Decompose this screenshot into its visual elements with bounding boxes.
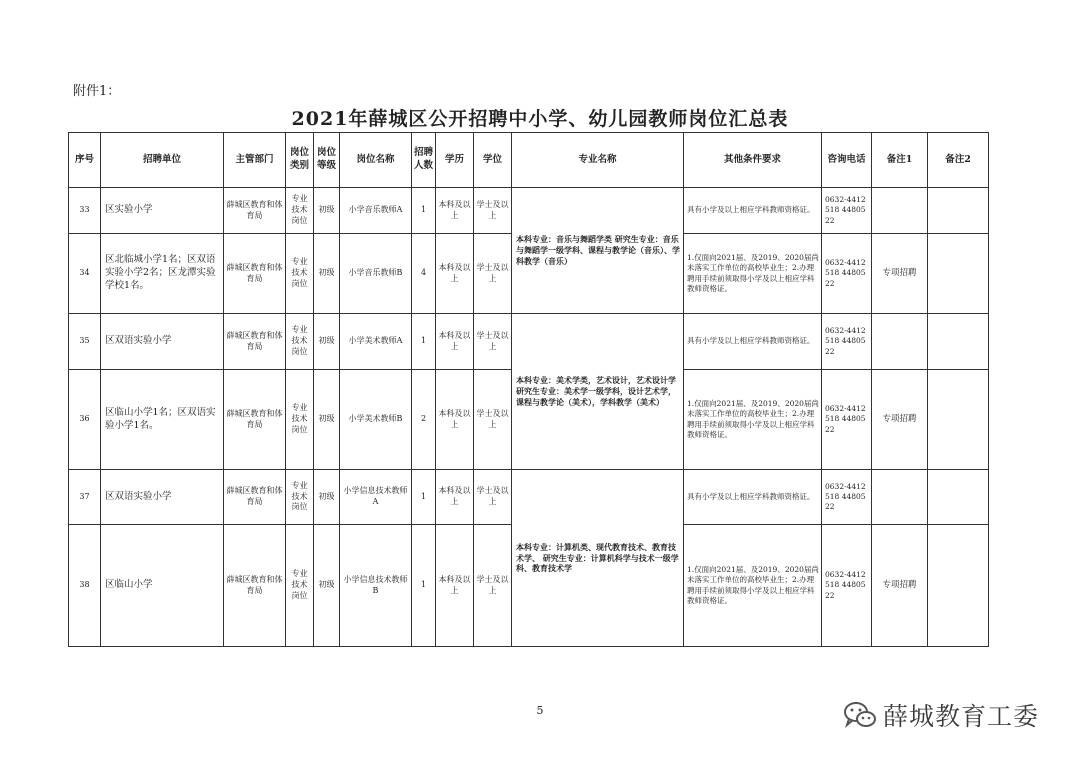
row-note1: [872, 470, 928, 525]
row-dept: 薛城区教育和体育局: [224, 370, 286, 470]
row-category: 专业技术岗位: [286, 188, 314, 234]
row-no: 33: [69, 188, 101, 234]
table-row: [69, 188, 989, 234]
table-row: [69, 314, 989, 370]
row-condition: 1.仅面向2021届、及2019、2020届尚未落实工作单位的高校毕业生；2.办理聘用手续前须取得小学及以上相应学科教师资格证。: [684, 525, 822, 647]
row-post: 小学美术教师B: [340, 370, 412, 470]
row-category: 专业技术岗位: [286, 234, 314, 314]
row-note1: 专项招聘: [872, 525, 928, 647]
row-count: 4: [412, 234, 436, 314]
row-edu: 本科及以上: [436, 525, 474, 647]
row-edu: 本科及以上: [436, 234, 474, 314]
row-dept: 薛城区教育和体育局: [224, 234, 286, 314]
row-post: 小学音乐教师A: [340, 188, 412, 234]
header-level: 岗位等级: [314, 133, 340, 188]
row-count: 1: [412, 188, 436, 234]
row-unit: 区双语实验小学: [101, 470, 224, 525]
row-note2: [928, 525, 989, 647]
row-phone: 0632-4412518 4480522: [822, 370, 872, 470]
header-edu: 学历: [436, 133, 474, 188]
row-post: 小学美术教师A: [340, 314, 412, 370]
document-title: 2021年薛城区公开招聘中小学、幼儿园教师岗位汇总表: [291, 108, 789, 130]
header-note1: 备注1: [872, 133, 928, 188]
row-edu: 本科及以上: [436, 314, 474, 370]
row-unit: 区双语实验小学: [101, 314, 224, 370]
header-unit: 招聘单位: [101, 133, 224, 188]
row-phone: 0632-4412518 4480522: [822, 470, 872, 525]
row-dept: 薛城区教育和体育局: [224, 188, 286, 234]
row-category: 专业技术岗位: [286, 370, 314, 470]
row-condition: 1.仅面向2021届、及2019、2020届尚未落实工作单位的高校毕业生；2.办理聘用手续前须取得小学及以上相应学科教师资格证。: [684, 234, 822, 314]
row-dept: 薛城区教育和体育局: [224, 314, 286, 370]
watermark-text: 薛城教育工委: [883, 702, 1040, 731]
row-degree: 学士及以上: [474, 234, 512, 314]
recruitment-table: [68, 132, 989, 647]
row-condition: 具有小学及以上相应学科教师资格证。: [684, 470, 822, 525]
row-post: 小学信息技术教师A: [340, 470, 412, 525]
row-level: 初级: [314, 370, 340, 470]
row-category: 专业技术岗位: [286, 314, 314, 370]
row-phone: 0632-4412518 4480522: [822, 234, 872, 314]
row-note1: 专项招聘: [872, 370, 928, 470]
header-count: 招聘人数: [412, 133, 436, 188]
row-edu: 本科及以上: [436, 370, 474, 470]
row-dept: 薛城区教育和体育局: [224, 525, 286, 647]
row-note1: [872, 314, 928, 370]
row-level: 初级: [314, 314, 340, 370]
row-major: 本科专业：计算机类、现代教育技术、教育技术学、 研究生专业：计算机科学与技术一级学科、教育技术学: [512, 470, 684, 647]
row-note2: [928, 234, 989, 314]
row-degree: 学士及以上: [474, 470, 512, 525]
row-edu: 本科及以上: [436, 188, 474, 234]
header-major: 专业名称: [512, 133, 684, 188]
page-number: 5: [536, 704, 544, 717]
header-condition: 其他条件要求: [684, 133, 822, 188]
row-level: 初级: [314, 234, 340, 314]
row-level: 初级: [314, 470, 340, 525]
row-major: 本科专业：美术学类，艺术设计，艺术设计学 研究生专业：美术学一级学科，设计艺术学，课程与教学论（美术），学科教学（美术）: [512, 314, 684, 470]
row-note2: [928, 314, 989, 370]
row-count: 2: [412, 370, 436, 470]
row-no: 34: [69, 234, 101, 314]
row-degree: 学士及以上: [474, 314, 512, 370]
row-note2: [928, 370, 989, 470]
row-degree: 学士及以上: [474, 370, 512, 470]
row-phone: 0632-4412518 4480522: [822, 314, 872, 370]
row-count: 1: [412, 314, 436, 370]
watermark: [843, 697, 1039, 733]
header-category: 岗位类别: [286, 133, 314, 188]
row-unit: 区临山小学1名；区双语实验小学1名。: [101, 370, 224, 470]
row-note1: 专项招聘: [872, 234, 928, 314]
header-phone: 咨询电话: [822, 133, 872, 188]
row-level: 初级: [314, 188, 340, 234]
row-level: 初级: [314, 525, 340, 647]
row-note2: [928, 470, 989, 525]
row-degree: 学士及以上: [474, 188, 512, 234]
header-post: 岗位名称: [340, 133, 412, 188]
header-degree: 学位: [474, 133, 512, 188]
row-no: 35: [69, 314, 101, 370]
row-unit: 区北临城小学1名；区双语实验小学2名；区龙潭实验学校1名。: [101, 234, 224, 314]
wechat-icon: [843, 700, 877, 730]
row-count: 1: [412, 525, 436, 647]
header-note2: 备注2: [928, 133, 989, 188]
row-degree: 学士及以上: [474, 525, 512, 647]
row-count: 1: [412, 470, 436, 525]
header-dept: 主管部门: [224, 133, 286, 188]
row-edu: 本科及以上: [436, 470, 474, 525]
row-unit: 区实验小学: [101, 188, 224, 234]
row-category: 专业技术岗位: [286, 525, 314, 647]
row-unit: 区临山小学: [101, 525, 224, 647]
row-condition: 具有小学及以上相应学科教师资格证。: [684, 188, 822, 234]
row-no: 37: [69, 470, 101, 525]
row-note2: [928, 188, 989, 234]
table-header-row: [69, 133, 989, 188]
header-no: 序号: [69, 133, 101, 188]
table-row: [69, 470, 989, 525]
row-phone: 0632-4412518 4480522: [822, 525, 872, 647]
row-no: 38: [69, 525, 101, 647]
attachment-label: 附件1：: [73, 84, 121, 99]
row-major: 本科专业：音乐与舞蹈学类 研究生专业：音乐与舞蹈学一级学科、课程与教学论（音乐）、学科教学（音乐）: [512, 188, 684, 314]
row-dept: 薛城区教育和体育局: [224, 470, 286, 525]
row-post: 小学音乐教师B: [340, 234, 412, 314]
row-note1: [872, 188, 928, 234]
row-phone: 0632-4412518 4480522: [822, 188, 872, 234]
row-no: 36: [69, 370, 101, 470]
row-condition: 1.仅面向2021届、及2019、2020届尚未落实工作单位的高校毕业生；2.办理聘用手续前须取得小学及以上相应学科教师资格证。: [684, 370, 822, 470]
row-condition: 具有小学及以上相应学科教师资格证。: [684, 314, 822, 370]
row-post: 小学信息技术教师B: [340, 525, 412, 647]
row-category: 专业技术岗位: [286, 470, 314, 525]
